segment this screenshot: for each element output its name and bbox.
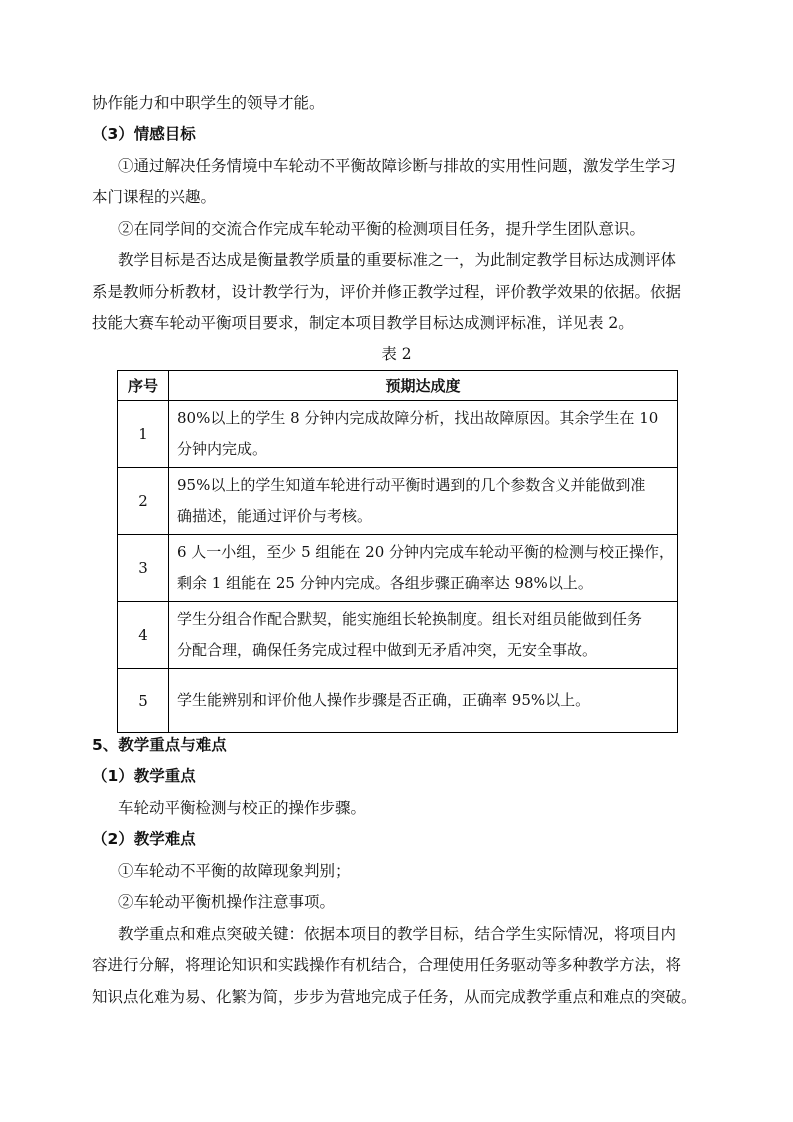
- text-line: ②在同学间的交流合作完成车轮动平衡的检测项目任务，提升学生团队意识。: [118, 220, 646, 238]
- goal-assessment-table: [117, 370, 678, 733]
- row-text: [169, 401, 678, 468]
- text-line: 教学重点和难点突破关键：依据本项目的教学目标，结合学生实际情况，将项目内: [118, 925, 677, 943]
- section-heading: 5、教学重点与难点: [92, 736, 227, 754]
- col-header-expected: 预期达成度: [169, 371, 678, 401]
- row-index: 2: [118, 468, 169, 535]
- row-index: 4: [118, 602, 169, 669]
- row-text-line: 80%以上的学生 8 分钟内完成故障分析，找出故障原因。其余学生在 10: [177, 409, 659, 427]
- row-text-line: 确描述，能通过评价与考核。: [177, 507, 373, 525]
- text-line: 协作能力和中职学生的领导才能。: [92, 94, 325, 112]
- row-index: 5: [118, 669, 169, 733]
- text-line: 系是教师分析教材，设计教学行为，评价并修正教学过程，评价教学效果的依据。依据: [92, 283, 682, 301]
- table-row: [118, 669, 678, 733]
- subsection-heading: （2）教学难点: [92, 830, 196, 848]
- text-line: 车轮动平衡检测与校正的操作步骤。: [118, 799, 367, 817]
- table-row: [118, 535, 678, 602]
- row-text-line: 剩余 1 组能在 25 分钟内完成。各组步骤正确率达 98%以上。: [177, 574, 593, 592]
- row-text-line: 分钟内完成。: [177, 440, 268, 458]
- row-text-line: 95%以上的学生知道车轮进行动平衡时遇到的几个参数含义并能做到准: [177, 476, 646, 494]
- text-line: ①车轮动不平衡的故障现象判别；: [118, 862, 351, 880]
- row-text: [169, 468, 678, 535]
- row-text: [169, 602, 678, 669]
- row-text-line: 学生能辨别和评价他人操作步骤是否正确，正确率 95%以上。: [177, 691, 591, 709]
- text-line: ②车轮动平衡机操作注意事项。: [118, 893, 336, 911]
- text-line: 容进行分解，将理论知识和实践操作有机结合，合理使用任务驱动等多种教学方法，将: [92, 956, 682, 974]
- row-text-line: 分配合理，确保任务完成过程中做到无矛盾冲突，无安全事故。: [177, 641, 598, 659]
- table-row: [118, 468, 678, 535]
- row-text: [169, 669, 678, 733]
- text-line: 技能大赛车轮动平衡项目要求，制定本项目教学目标达成测评标准，详见表 2。: [92, 314, 634, 332]
- row-index: 3: [118, 535, 169, 602]
- row-index: 1: [118, 401, 169, 468]
- text-line: 本门课程的兴趣。: [92, 188, 217, 206]
- text-line: 教学目标是否达成是衡量教学质量的重要标准之一，为此制定教学目标达成测评体: [118, 251, 677, 269]
- table-header-row: [118, 371, 678, 401]
- heading-affective-goals: （3）情感目标: [92, 125, 196, 143]
- subsection-heading: （1）教学重点: [92, 767, 196, 785]
- row-text-line: 6 人一小组，至少 5 组能在 20 分钟内完成车轮动平衡的检测与校正操作，: [177, 543, 675, 561]
- row-text: [169, 535, 678, 602]
- text-line: ①通过解决任务情境中车轮动不平衡故障诊断与排故的实用性问题，激发学生学习: [118, 157, 677, 175]
- row-text-line: 学生分组合作配合默契，能实施组长轮换制度。组长对组员能做到任务: [177, 610, 643, 628]
- table-row: [118, 401, 678, 468]
- table-row: [118, 602, 678, 669]
- text-line: 知识点化难为易、化繁为简，步步为营地完成子任务，从而完成教学重点和难点的突破。: [92, 988, 697, 1006]
- table-caption: 表 2: [381, 345, 412, 363]
- col-header-index: 序号: [118, 371, 169, 401]
